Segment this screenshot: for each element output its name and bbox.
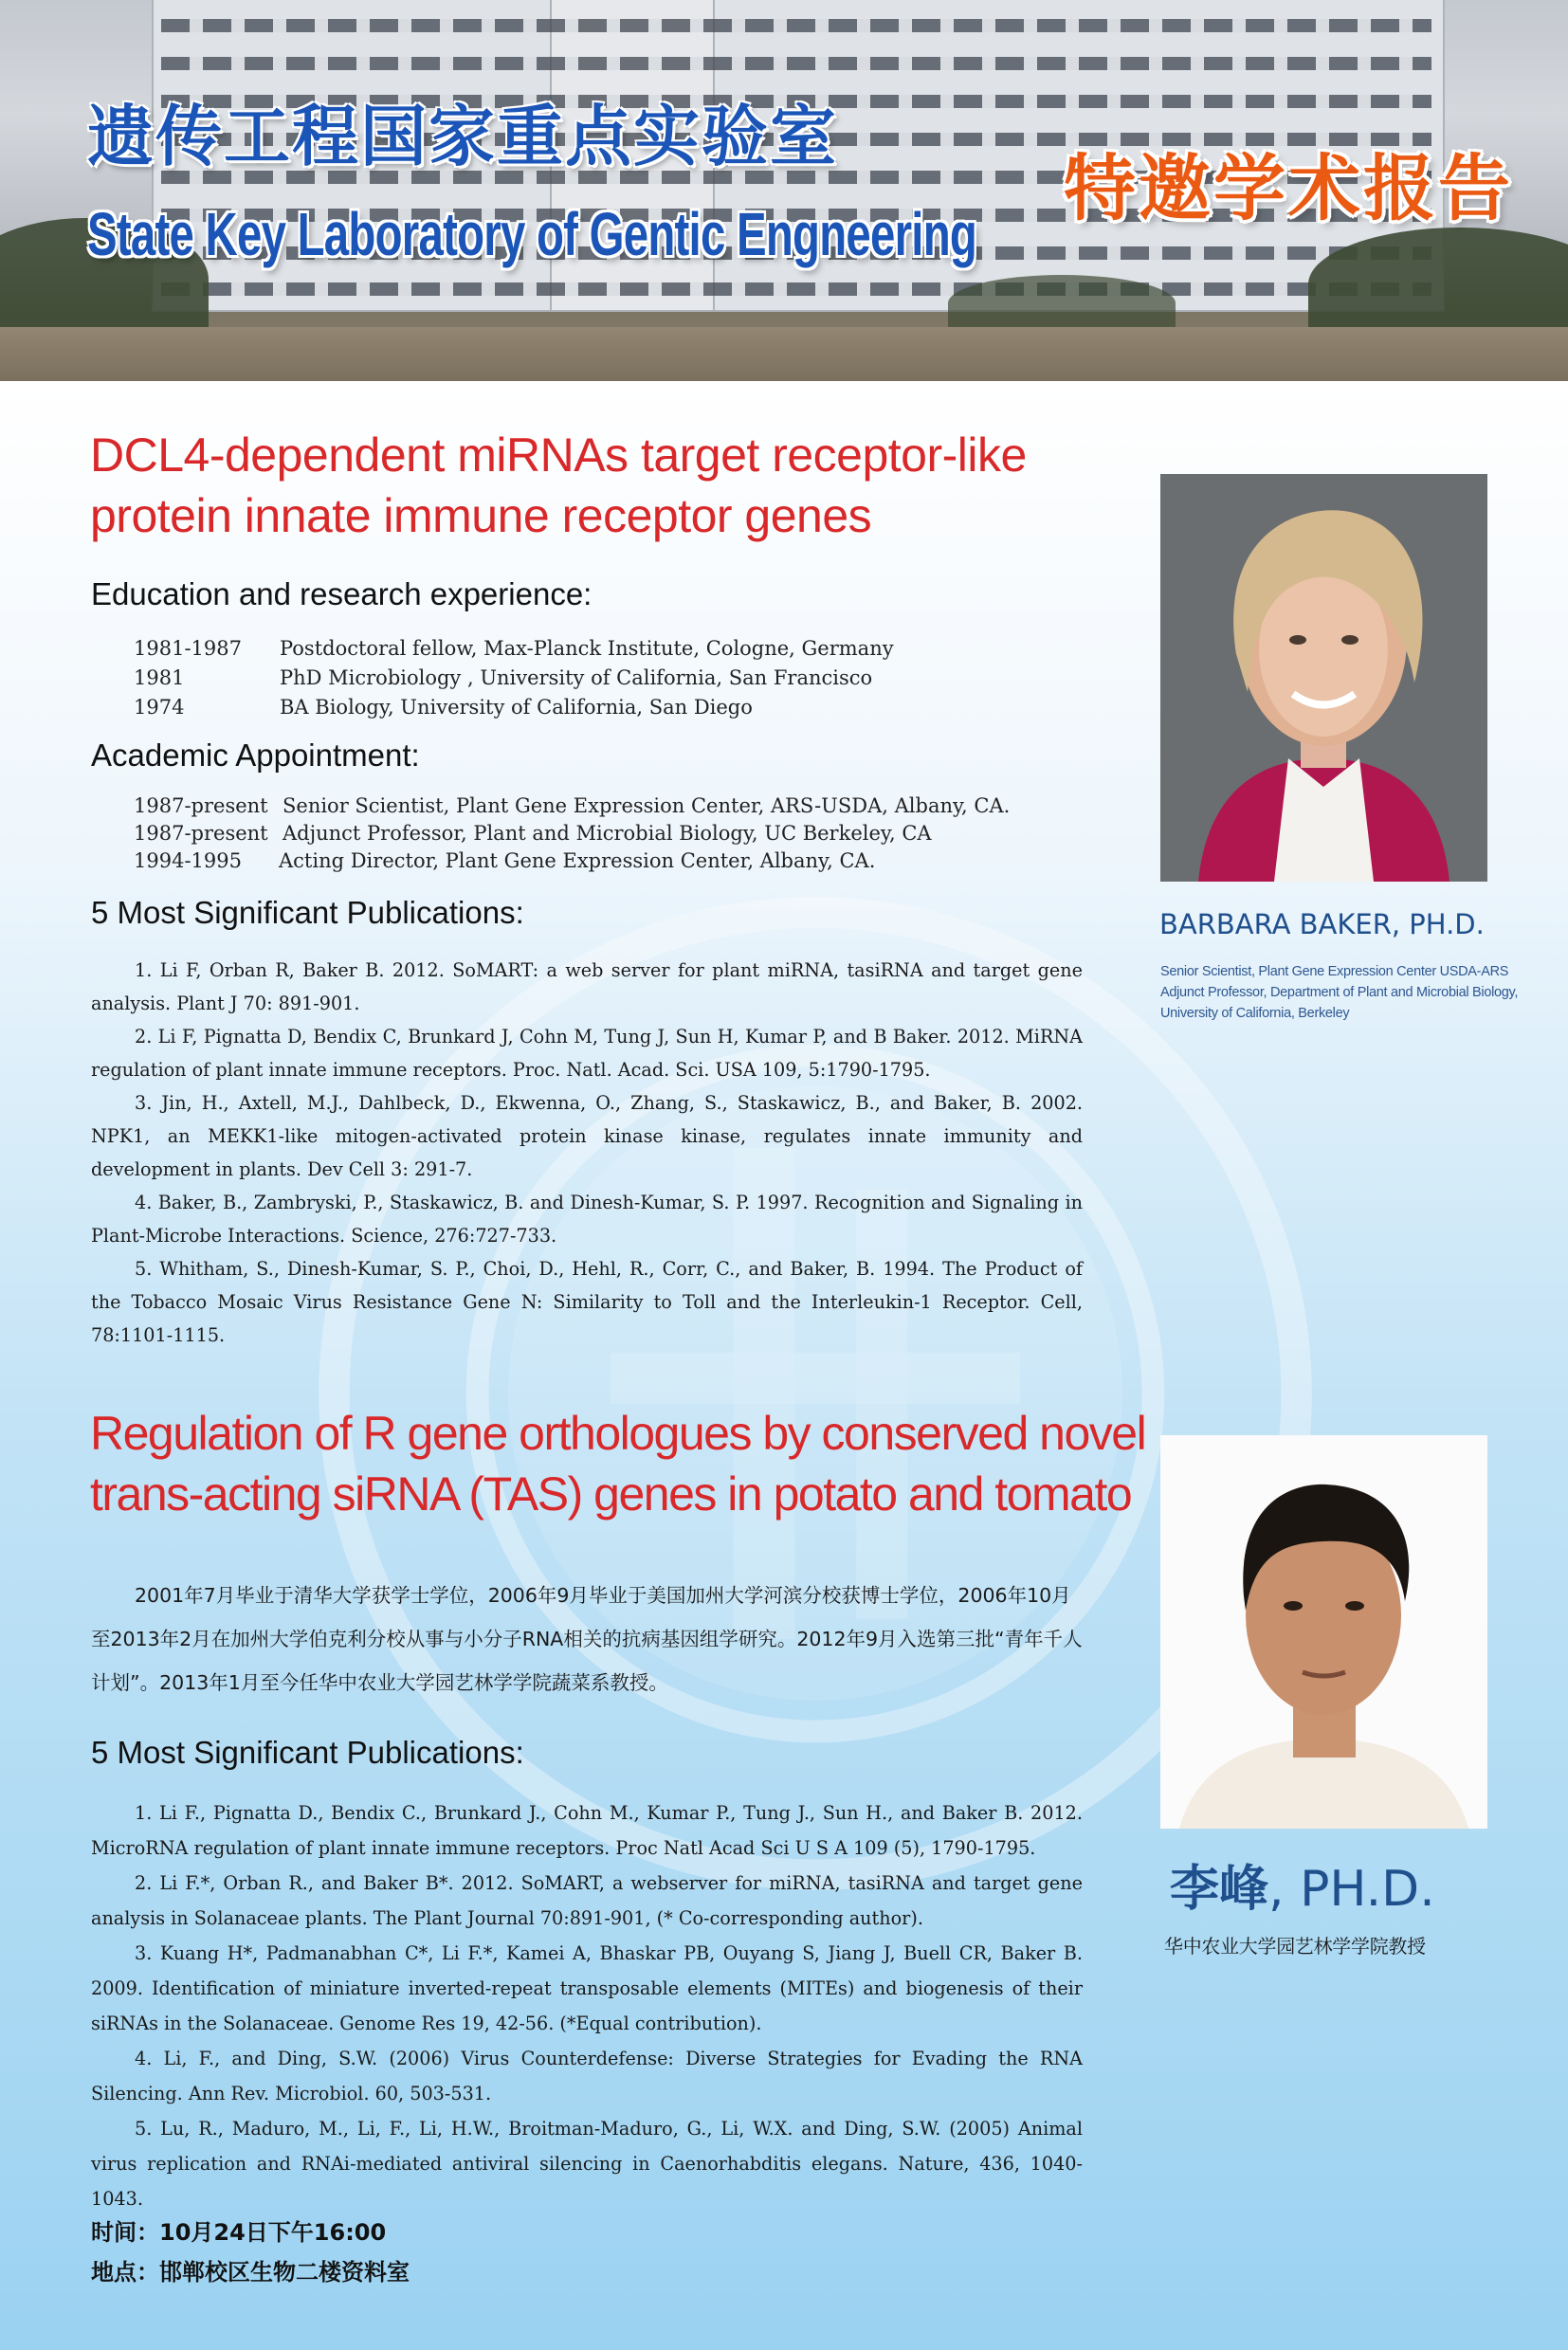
speaker2-portrait-icon (1160, 1435, 1487, 1829)
appointment-years: 1987-present (134, 822, 268, 845)
education-item (134, 664, 894, 693)
speaker2-bio: 2001年7月毕业于清华大学获学士学位，2006年9月毕业于美国加州大学河滨分校获博士学位，2006年10月至2013年2月在加州大学伯克利分校从事与小分子RNA相关的抗病基因组学研究。2012年9月入选第三批“青年千人计划”。2013年1月至今任华中农业大学园艺林学学院蔬菜系教授。 (91, 1584, 1083, 1694)
appointment-years: 1987-present (134, 794, 268, 817)
talk2-title-line2: trans-acting siRNA (TAS) genes in potato and tomato (90, 1467, 1132, 1521)
publication-item: 1. Li F., Pignatta D., Bendix C., Brunkard J., Cohn M., Kumar P., Tung J., Sun H., and Baker B. 2012. MicroRNA regulation of plant innate immune receptors. Proc Natl Acad Sci U S A 109 (5), 1790-1795. (91, 1802, 1083, 1859)
publication-item: 1. Li F, Orban R, Baker B. 2012. SoMART: a web server for plant miRNA, tasiRNA and target gene analysis. Plant J 70: 891-901. (91, 959, 1083, 1014)
speaker1-affiliation-line: University of California, Berkeley (1160, 1006, 1350, 1021)
education-years: 1981-1987 (134, 637, 242, 660)
speaker1-affiliation-line: Adjunct Professor, Department of Plant and Microbial Biology, (1160, 985, 1519, 1000)
speaker2-photo (1160, 1435, 1487, 1829)
speaker1-affiliation-line: Senior Scientist, Plant Gene Expression Center USDA-ARS (1160, 964, 1509, 979)
talk2-title-line1: Regulation of R gene orthologues by conserved novel (90, 1407, 1146, 1460)
speaker1-affiliation (1160, 961, 1518, 1024)
speaker2-name-cn: 李峰 (1170, 1860, 1269, 1918)
building-windows (161, 282, 1431, 296)
appointment-years: 1994-1995 (134, 849, 242, 872)
publication-item: 4. Baker, B., Zambryski, P., Staskawicz, B. and Dinesh-Kumar, S. P. 1997. Recognition and Signaling in Plant-Microbe Interactions. Science, 276:727-733. (91, 1192, 1083, 1247)
education-text: Postdoctoral fellow, Max-Planck Institute, Cologne, Germany (280, 637, 894, 660)
talk1-title-line1: DCL4-dependent miRNAs target receptor-like (90, 428, 1027, 482)
publication-item: 5. Whitham, S., Dinesh-Kumar, S. P., Choi, D., Hehl, R., Corr, C., and Baker, B. 1994. The Product of the Tobacco Mosaic Virus Resistance Gene N: Similarity to Toll and the Interleukin-1 Receptor. Cell, 78:1101-1115. (91, 1258, 1083, 1346)
publication-item: 5. Lu, R., Maduro, M., Li, F., Li, H.W., Broitman-Maduro, G., Li, W.X. and Ding, S.W. (2005) Animal virus replication and RNAi-mediated antiviral silencing in Caenorhabditis elegans. Nature, 436, 1040-1043. (91, 2118, 1083, 2210)
appointment-item (134, 820, 1010, 847)
talk2-title (90, 1403, 1145, 1524)
talk2-pubs-heading: 5 Most Significant Publications: (91, 1735, 524, 1770)
appointment-item (134, 792, 1010, 820)
publication-item: 2. Li F, Pignatta D, Bendix C, Brunkard J, Cohn M, Tung J, Sun H, Kumar P, and B Baker. 2012. MiRNA regulation of plant innate immune receptors. Proc. Natl. Acad. Sci. USA 109, 5:1790-1795. (91, 1026, 1083, 1081)
education-list (134, 634, 894, 722)
talk1-pubs-heading: 5 Most Significant Publications: (91, 895, 524, 930)
publication-item: 4. Li, F., and Ding, S.W. (2006) Virus Counterdefense: Diverse Strategies for Evading the RNA Silencing. Ann Rev. Microbiol. 60, 503-531. (91, 2048, 1083, 2104)
lawn (0, 327, 1568, 381)
lab-name-cn: 遗传工程国家重点实验室 (87, 98, 838, 175)
appointment-list (134, 792, 1010, 875)
event-time: 时间：10月24日下午16:00 (91, 2219, 387, 2246)
talk1-title-line2: protein innate immune receptor genes (90, 489, 872, 542)
appointment-text: Senior Scientist, Plant Gene Expression Center, ARS-USDA, Albany, CA. (283, 794, 1011, 817)
publication-item: 3. Kuang H*, Padmanabhan C*, Li F.*, Kamei A, Bhaskar PB, Ouyang S, Jiang J, Buell CR, Baker B. 2009. Identification of miniature inverted-repeat transposable elements (MITEs) and biogenesis of their siRNAs in the Solanaceae. Genome Res 19, 42-56. (*Equal contribution). (91, 1942, 1083, 2034)
speaker2-affiliation: 华中农业大学园艺林学学院教授 (1164, 1935, 1426, 1958)
publication-item: 3. Jin, H., Axtell, M.J., Dahlbeck, D., Ekwenna, O., Zhang, S., Staskawicz, B., and Baker, B. 2002. NPK1, an MEKK1-like mitogen-activated protein kinase kinase, regulates innate immunity and development in plants. Dev Cell 3: 291-7. (91, 1092, 1083, 1180)
speaker1-name: BARBARA BAKER, PH.D. (1159, 908, 1485, 940)
building-windows (161, 19, 1431, 32)
publication-item: 2. Li F.*, Orban R., and Baker B*. 2012. SoMART, a webserver for miRNA, tasiRNA and target gene analysis in Solanaceae plants. The Plant Journal 70:891-901, (* Co-corresponding author). (91, 1872, 1083, 1929)
talk1-title (90, 425, 1027, 546)
speaker2-name-suffix: , PH.D. (1268, 1861, 1435, 1918)
speaker1-portrait-icon (1160, 474, 1487, 882)
education-years: 1974 (134, 696, 185, 719)
appointment-heading: Academic Appointment: (91, 738, 420, 773)
speaker2-name (1170, 1849, 1435, 1920)
building-windows (161, 57, 1431, 70)
shrubs (948, 275, 1176, 332)
education-text: PhD Microbiology , University of California, San Francisco (280, 666, 873, 689)
education-text: BA Biology, University of California, San Diego (280, 696, 753, 719)
education-item (134, 634, 894, 664)
education-item (134, 693, 894, 722)
appointment-text: Adjunct Professor, Plant and Microbial Biology, UC Berkeley, CA (283, 822, 932, 845)
appointment-item (134, 847, 1010, 875)
lab-name-en: State Key Laboratory of Gentic Engneering (87, 200, 977, 268)
event-tag: 特邀学术报告 (1064, 146, 1513, 230)
talk1-publications (91, 954, 1083, 1352)
education-heading: Education and research experience: (91, 576, 593, 611)
appointment-text: Acting Director, Plant Gene Expression Center, Albany, CA. (279, 849, 876, 872)
talk2-publications (91, 1795, 1083, 2216)
education-years: 1981 (134, 666, 185, 689)
speaker1-photo (1160, 474, 1487, 882)
event-place: 地点：邯郸校区生物二楼资料室 (91, 2259, 410, 2286)
header-banner (0, 0, 1568, 381)
